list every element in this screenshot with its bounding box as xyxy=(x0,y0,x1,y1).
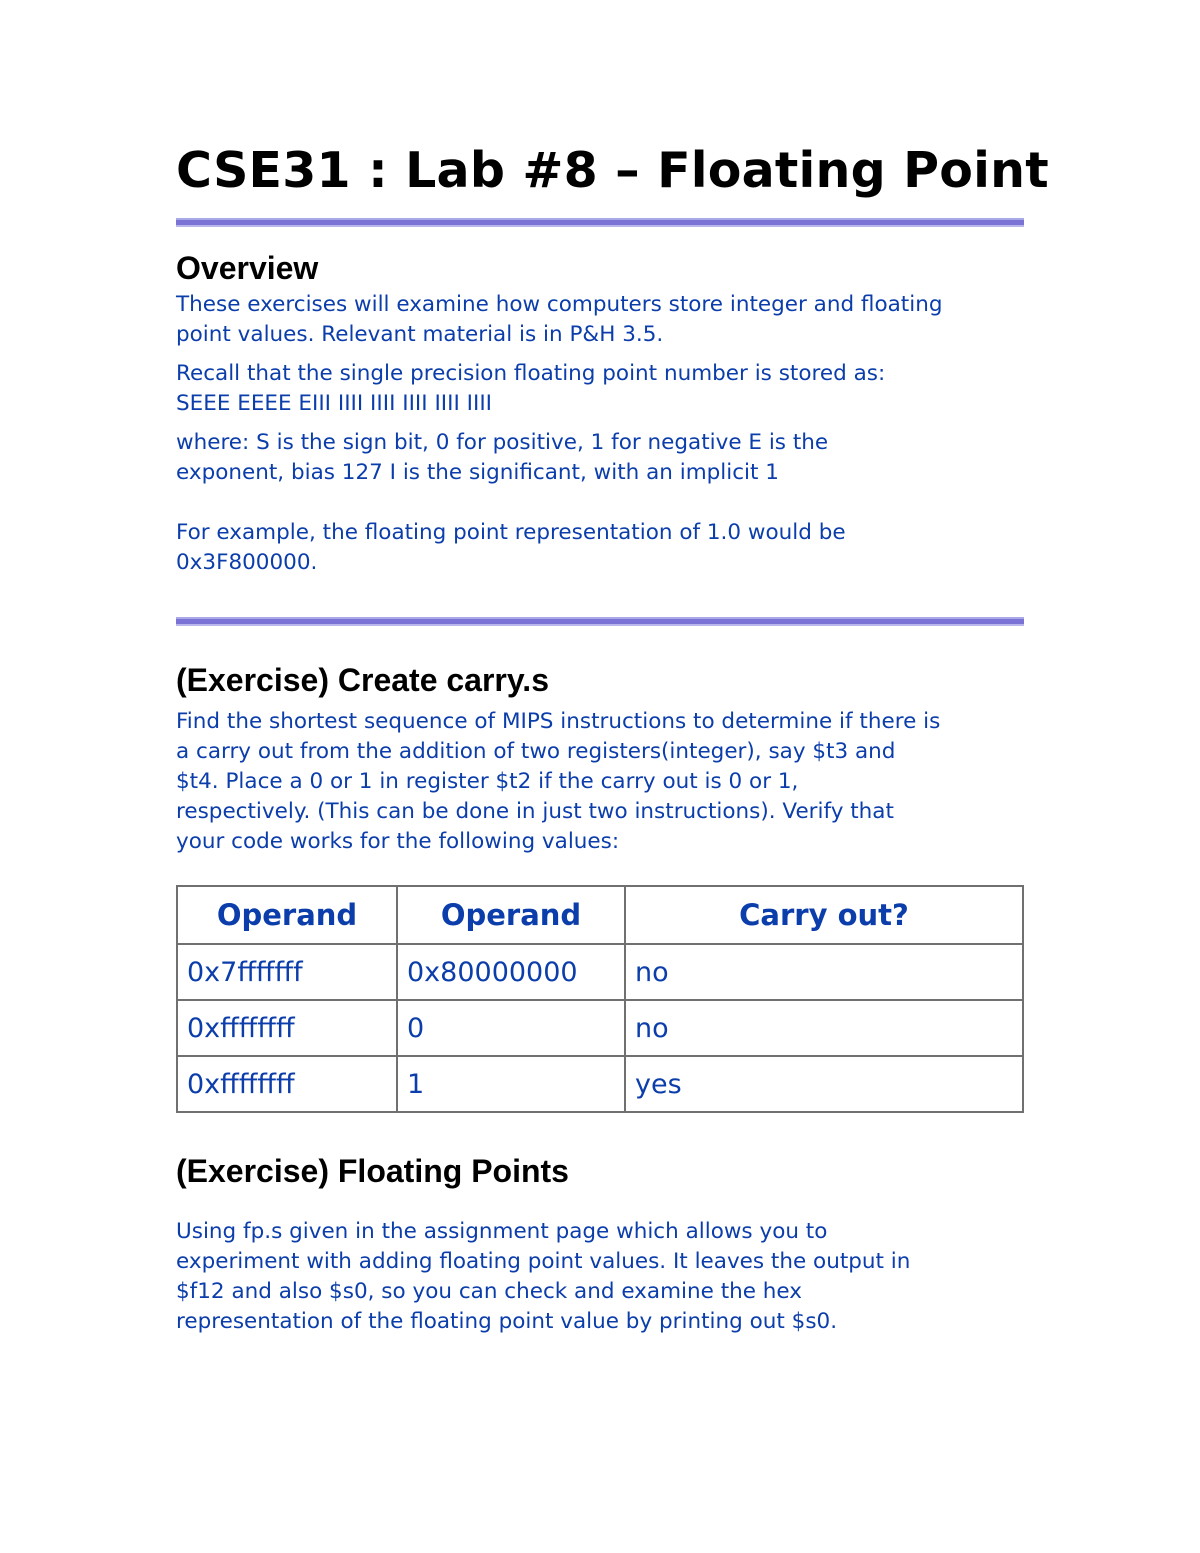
floating-exercise-heading: (Exercise) Floating Points xyxy=(176,1153,569,1189)
carry-exercise-instructions: Find the shortest sequence of MIPS instructions to determine if there is a carry out from the addition of two registers(integer), say $t3 and $t4. Place a 0 or 1 in register $t2 if the carry out is 0 or 1, respectively. (This can be done in just two instructions). Verify that your code works for the following values: xyxy=(176,709,941,854)
table-header-carry-out: Carry out? xyxy=(625,886,1023,944)
table-header-row xyxy=(177,886,1023,944)
table-cell-operand-1: 0x7fffffff xyxy=(177,944,397,1000)
table-cell-carry-out: no xyxy=(625,1000,1023,1056)
carry-exercise-heading: (Exercise) Create carry.s xyxy=(176,662,549,698)
overview-paragraph-fields: where: S is the sign bit, 0 for positive, 1 for negative E is the exponent, bias 127 I is the significant, with an implicit 1 xyxy=(176,430,829,485)
overview-paragraph-intro: These exercises will examine how computers store integer and floating point values. Relevant material is in P&H 3.5. xyxy=(176,292,943,347)
table-cell-operand-2: 1 xyxy=(397,1056,625,1112)
table-cell-operand-2: 0 xyxy=(397,1000,625,1056)
overview-paragraph-example: For example, the floating point representation of 1.0 would be 0x3F800000. xyxy=(176,520,846,575)
floating-exercise-instructions: Using fp.s given in the assignment page which allows you to experiment with adding floating point values. It leaves the output in $f12 and also $s0, so you can check and examine the hex representation of the floating point value by printing out $s0. xyxy=(176,1219,911,1334)
table-row xyxy=(177,944,1023,1000)
table-cell-carry-out: yes xyxy=(625,1056,1023,1112)
overview-paragraph-format: Recall that the single precision floating point number is stored as: SEEE EEEE EIII IIII IIII IIII IIII IIII xyxy=(176,361,886,416)
carry-test-table xyxy=(176,885,1024,1113)
table-cell-operand-1: 0xffffffff xyxy=(177,1000,397,1056)
title-divider xyxy=(176,218,1024,227)
table-header-operand-2: Operand xyxy=(397,886,625,944)
table-header-operand-1: Operand xyxy=(177,886,397,944)
table-row xyxy=(177,1000,1023,1056)
section-divider xyxy=(176,617,1024,626)
table-cell-operand-1: 0xffffffff xyxy=(177,1056,397,1112)
table-row xyxy=(177,1056,1023,1112)
page-title: CSE31 : Lab #8 – Floating Point xyxy=(176,142,1049,199)
table-cell-operand-2: 0x80000000 xyxy=(397,944,625,1000)
table-cell-carry-out: no xyxy=(625,944,1023,1000)
overview-heading: Overview xyxy=(176,250,319,286)
